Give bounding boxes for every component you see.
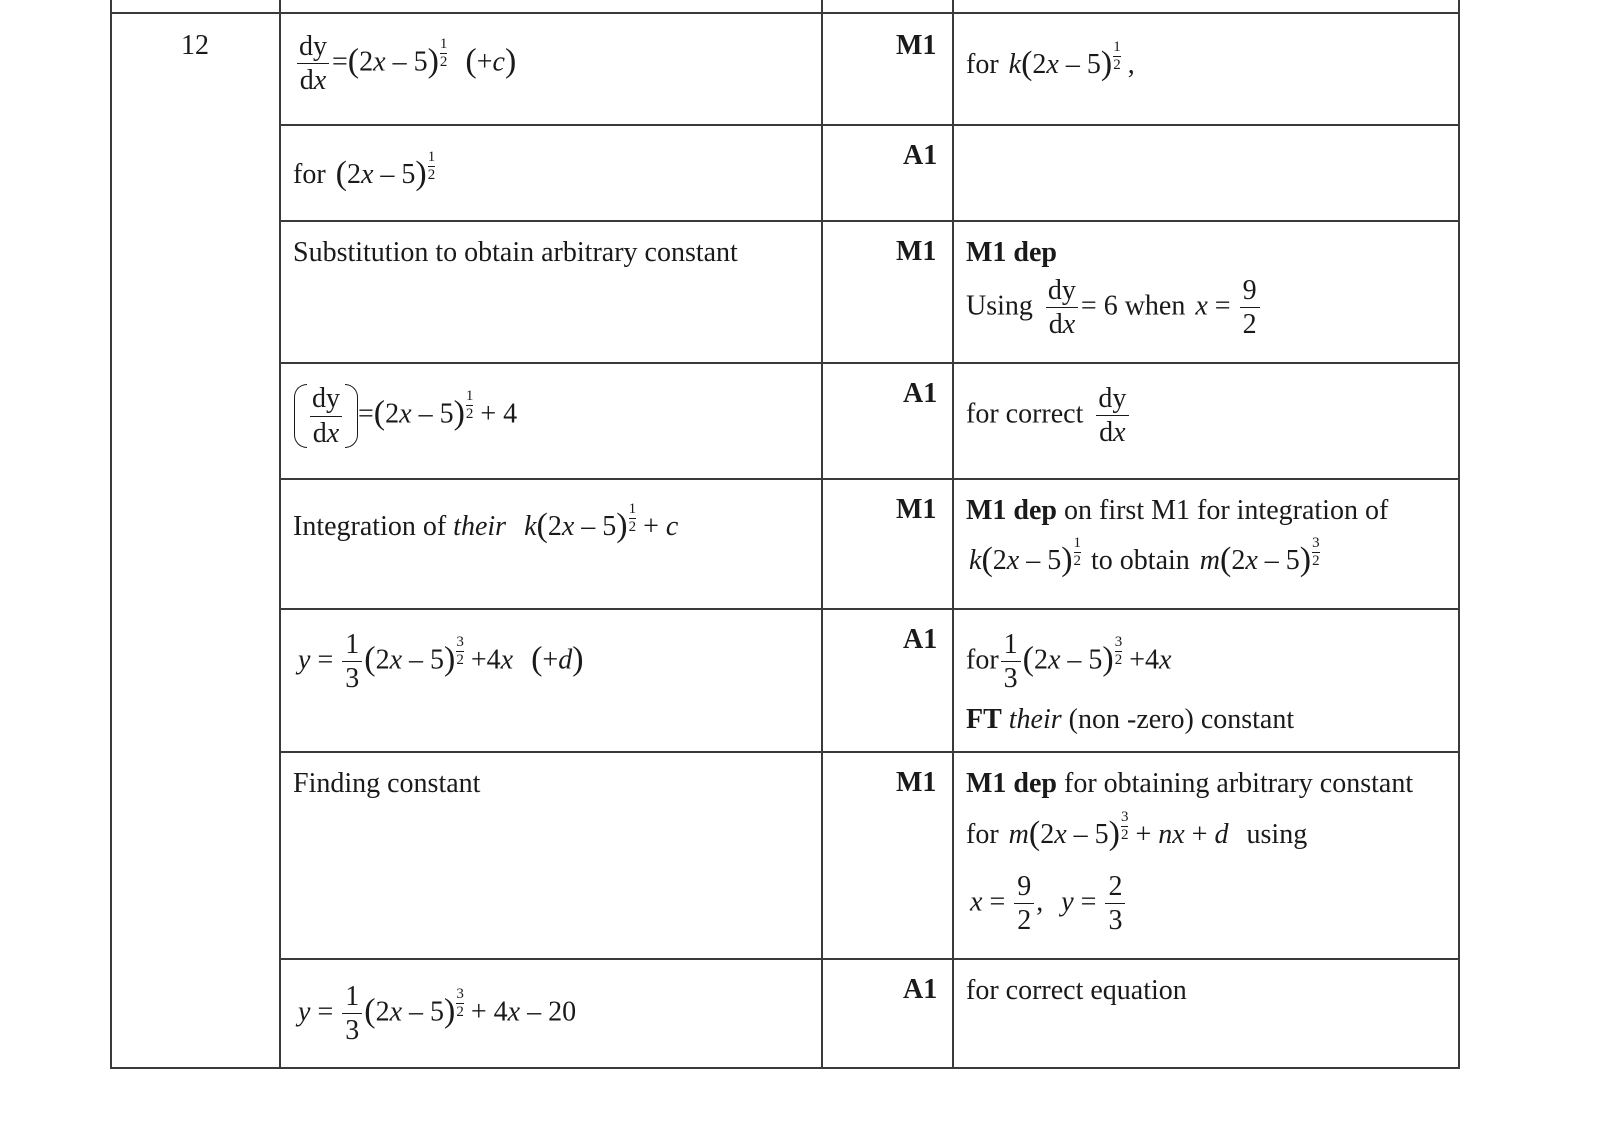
table-border-left: [110, 0, 112, 1068]
guidance-r1: for k(2x – 5) $\frac{1}{2}$ ,: [966, 39, 1135, 82]
row-divider: [280, 220, 1460, 222]
answer-r8: y = $\frac{1}{3}$ (2x – 5) $\frac{3}{2}$ + 4x – 20: [298, 981, 577, 1047]
answer-r5-their: their: [453, 511, 507, 542]
row-divider: [280, 362, 1460, 364]
column-divider: [279, 0, 281, 1068]
answer-r1: $\frac{dy}{dx}$ =(2x – 5) $\frac{1}{2}$ (+c): [294, 32, 516, 96]
answer-r4: $\frac{dy}{dx}$ =(2x – 5) $\frac{1}{2}$ + 4: [294, 384, 517, 448]
table-border-top: [110, 12, 1460, 14]
guidance-r6-line1: for $\frac{1}{3}$ (2x – 5) $\frac{3}{2}$ +4x: [966, 629, 1172, 695]
answer-r2-prefix: for: [293, 159, 326, 190]
guidance-r3-label: M1 dep: [966, 237, 1057, 268]
answer-r7: Finding constant: [293, 768, 481, 799]
guidance-r4: for correct $\frac{dy}{dx}$: [966, 384, 1131, 448]
row-divider: [280, 751, 1460, 753]
guidance-r7-line3: x = $\frac{9}{2}$ , y = $\frac{2}{3}$: [970, 872, 1127, 936]
column-divider: [952, 0, 954, 1068]
answer-r3: Substitution to obtain arbitrary constant: [293, 237, 738, 268]
answer-r2: for (2x – 5) $\frac{1}{2}$: [293, 149, 436, 192]
mark-r2: A1: [903, 140, 938, 171]
guidance-r7-line1: M1 dep for obtaining arbitrary constant: [966, 768, 1414, 799]
guidance-r3-condition: Using $\frac{dy}{dx}$ = 6 when x = $\frac{9}{2}$: [966, 276, 1262, 340]
guidance-r8: for correct equation: [966, 975, 1187, 1006]
mark-r6: A1: [903, 624, 938, 655]
row-divider: [280, 124, 1460, 126]
answer-r5-prefix: Integration of: [293, 511, 447, 542]
row-divider: [280, 958, 1460, 960]
table-border-right: [1458, 0, 1460, 1068]
guidance-r7-line2: for m(2x – 5) $\frac{3}{2}$ + nx + d using: [966, 809, 1308, 852]
answer-r5: Integration of their k(2x – 5) $\frac{1}{2}$ + c: [293, 501, 679, 544]
mark-r5: M1: [896, 494, 937, 525]
column-divider: [821, 0, 823, 1068]
guidance-r5-line2: k(2x – 5) $\frac{1}{2}$ to obtain m(2x – 5) $\frac{3}{2}$: [969, 535, 1320, 578]
answer-r6: y = $\frac{1}{3}$ (2x – 5) $\frac{3}{2}$ +4x (+d): [298, 629, 584, 695]
row-divider: [280, 608, 1460, 610]
table-border-bottom: [110, 1067, 1460, 1069]
mark-r3: M1: [896, 236, 937, 267]
guidance-r6-line2: FT their (non -zero) constant: [966, 704, 1295, 735]
question-number: 12: [181, 30, 209, 61]
guidance-r5-line1: M1 dep on first M1 for integration of: [966, 495, 1389, 526]
row-divider: [280, 478, 1460, 480]
mark-r4: A1: [903, 378, 938, 409]
dy-dx-fraction: $\frac{dy}{dx}$: [296, 32, 330, 96]
mark-r1: M1: [896, 30, 937, 61]
mark-r7: M1: [896, 767, 937, 798]
mark-r8: A1: [903, 974, 938, 1005]
